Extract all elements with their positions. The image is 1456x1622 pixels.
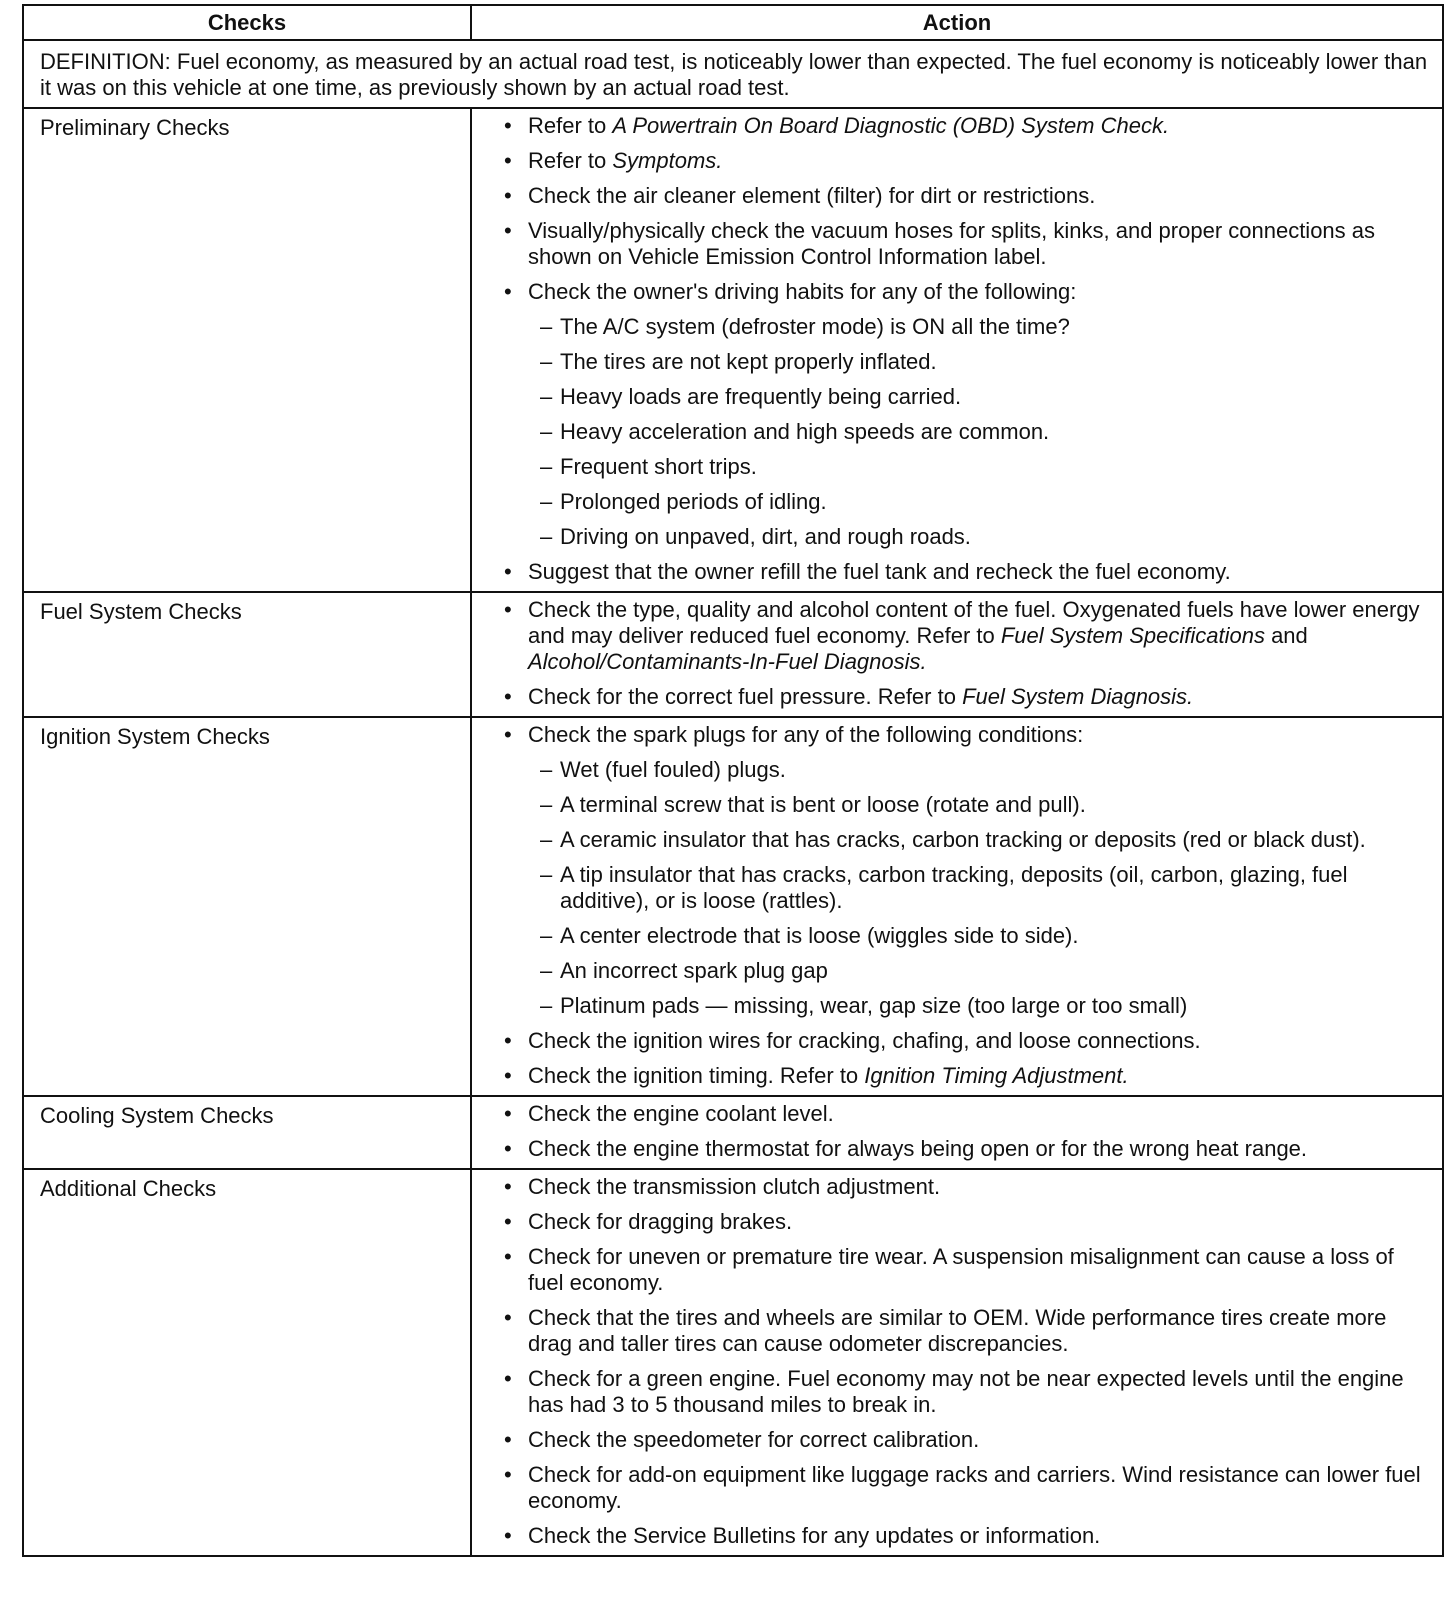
list-item — [502, 183, 1432, 209]
sub-list-item: – A ceramic insulator that has cracks, carbon tracking or deposits (red or black dust). — [540, 827, 1432, 853]
item-text: Visually/physically check the vacuum hoses for splits, kinks, and proper connections as shown on Vehicle Emission Control Information label. — [528, 218, 1376, 269]
check-category-label: Cooling System Checks — [23, 1096, 471, 1169]
list-item — [502, 1028, 1432, 1054]
check-category-label: Ignition System Checks — [23, 717, 471, 1096]
action-list — [502, 1174, 1432, 1549]
list-item — [502, 1427, 1432, 1453]
action-cell — [471, 592, 1443, 717]
table-header-row — [23, 5, 1443, 40]
sub-list-item: – Platinum pads — missing, wear, gap size (too large or too small) — [540, 993, 1432, 1019]
sub-list-item: – The tires are not kept properly inflated. — [540, 349, 1432, 375]
table-row — [23, 592, 1443, 717]
sub-list — [528, 757, 1432, 1019]
reference-text: A Powertrain On Board Diagnostic (OBD) System Check. — [612, 113, 1170, 138]
item-text: Refer to — [528, 113, 613, 138]
list-item — [502, 148, 1432, 174]
list-item — [502, 1366, 1432, 1418]
action-list — [502, 113, 1432, 585]
table-body — [23, 40, 1443, 1556]
sub-list-item: – Frequent short trips. — [540, 454, 1432, 480]
check-category-label: Fuel System Checks — [23, 592, 471, 717]
sub-list — [528, 314, 1432, 550]
list-item — [502, 1244, 1432, 1296]
reference-text: Fuel System Diagnosis. — [962, 684, 1194, 709]
reference-text: Ignition Timing Adjustment. — [864, 1063, 1129, 1088]
table-row — [23, 1096, 1443, 1169]
sub-list-item: – A tip insulator that has cracks, carbon tracking, deposits (oil, carbon, glazing, fuel additive), or is loose (rattles). — [540, 862, 1432, 914]
item-text: Check the ignition timing. Refer to — [528, 1063, 865, 1088]
list-item — [502, 1063, 1432, 1089]
definition-row — [23, 40, 1443, 108]
fuel-economy-diagnostic-table — [22, 4, 1444, 1557]
action-cell — [471, 1169, 1443, 1556]
list-item — [502, 1136, 1432, 1162]
sub-list-item: – An incorrect spark plug gap — [540, 958, 1432, 984]
list-item — [502, 1462, 1432, 1514]
item-text: Check that the tires and wheels are similar to OEM. Wide performance tires create more drag and taller tires can cause odometer discrepancies. — [528, 1305, 1387, 1356]
list-item — [502, 722, 1432, 1019]
item-text: Check the speedometer for correct calibration. — [528, 1427, 980, 1452]
sub-list-item: – Driving on unpaved, dirt, and rough roads. — [540, 524, 1432, 550]
list-item — [502, 1174, 1432, 1200]
item-text: Check the air cleaner element (filter) for dirt or restrictions. — [528, 183, 1096, 208]
item-text: Check the type, quality and alcohol content of the fuel. Oxygenated fuels have lower energy and may deliver reduced fuel economy. Refer to — [528, 597, 1420, 648]
item-text: Check the engine thermostat for always being open or for the wrong heat range. — [528, 1136, 1308, 1161]
item-text: Check for dragging brakes. — [528, 1209, 793, 1234]
list-item — [502, 1523, 1432, 1549]
item-text: Check for uneven or premature tire wear. A suspension misalignment can cause a loss of fuel economy. — [528, 1244, 1394, 1295]
sub-list-item: – Prolonged periods of idling. — [540, 489, 1432, 515]
reference-text: Symptoms. — [612, 148, 723, 173]
item-text: Check for add-on equipment like luggage racks and carriers. Wind resistance can lower fuel economy. — [528, 1462, 1421, 1513]
reference-text: Alcohol/Contaminants-In-Fuel Diagnosis. — [528, 649, 927, 674]
item-text: and — [1264, 623, 1308, 648]
item-text: Check the Service Bulletins for any updates or information. — [528, 1523, 1101, 1548]
item-text: Suggest that the owner refill the fuel tank and recheck the fuel economy. — [528, 559, 1231, 584]
item-text: Check for a green engine. Fuel economy may not be near expected levels until the engine has had 3 to 5 thousand miles to break in. — [528, 1366, 1404, 1417]
item-text: Check the owner's driving habits for any of the following: — [528, 279, 1077, 304]
list-item — [502, 1101, 1432, 1127]
reference-text: Fuel System Specifications — [1000, 623, 1265, 648]
table-row — [23, 108, 1443, 592]
item-text: Check the ignition wires for cracking, chafing, and loose connections. — [528, 1028, 1201, 1053]
action-list — [502, 1101, 1432, 1162]
action-cell — [471, 1096, 1443, 1169]
sub-list-item: – A center electrode that is loose (wiggles side to side). — [540, 923, 1432, 949]
item-text: Refer to — [528, 148, 613, 173]
list-item — [502, 1305, 1432, 1357]
action-list — [502, 597, 1432, 710]
action-cell — [471, 717, 1443, 1096]
check-category-label: Additional Checks — [23, 1169, 471, 1556]
table-row — [23, 717, 1443, 1096]
diagnostic-page — [22, 4, 1442, 1557]
list-item — [502, 597, 1432, 675]
sub-list-item: – Heavy acceleration and high speeds are common. — [540, 419, 1432, 445]
item-text: Check the spark plugs for any of the following conditions: — [528, 722, 1084, 747]
list-item — [502, 279, 1432, 550]
item-text: Check the engine coolant level. — [528, 1101, 834, 1126]
item-text: Check for the correct fuel pressure. Refer to — [528, 684, 963, 709]
action-list — [502, 722, 1432, 1089]
list-item — [502, 1209, 1432, 1235]
list-item — [502, 113, 1432, 139]
sub-list-item: – A terminal screw that is bent or loose (rotate and pull). — [540, 792, 1432, 818]
sub-list-item: – Wet (fuel fouled) plugs. — [540, 757, 1432, 783]
list-item — [502, 684, 1432, 710]
list-item — [502, 559, 1432, 585]
item-text: Check the transmission clutch adjustment. — [528, 1174, 941, 1199]
table-row — [23, 1169, 1443, 1556]
checks-column-header: Checks — [23, 5, 471, 40]
action-cell — [471, 108, 1443, 592]
action-column-header: Action — [471, 5, 1443, 40]
list-item — [502, 218, 1432, 270]
sub-list-item: – The A/C system (defroster mode) is ON all the time? — [540, 314, 1432, 340]
sub-list-item: – Heavy loads are frequently being carried. — [540, 384, 1432, 410]
check-category-label: Preliminary Checks — [23, 108, 471, 592]
definition-text: DEFINITION: Fuel economy, as measured by an actual road test, is noticeably lower than expected. The fuel economy is noticeably lower than it was on this vehicle at one time, as previously shown by an actual road test. — [23, 40, 1443, 108]
